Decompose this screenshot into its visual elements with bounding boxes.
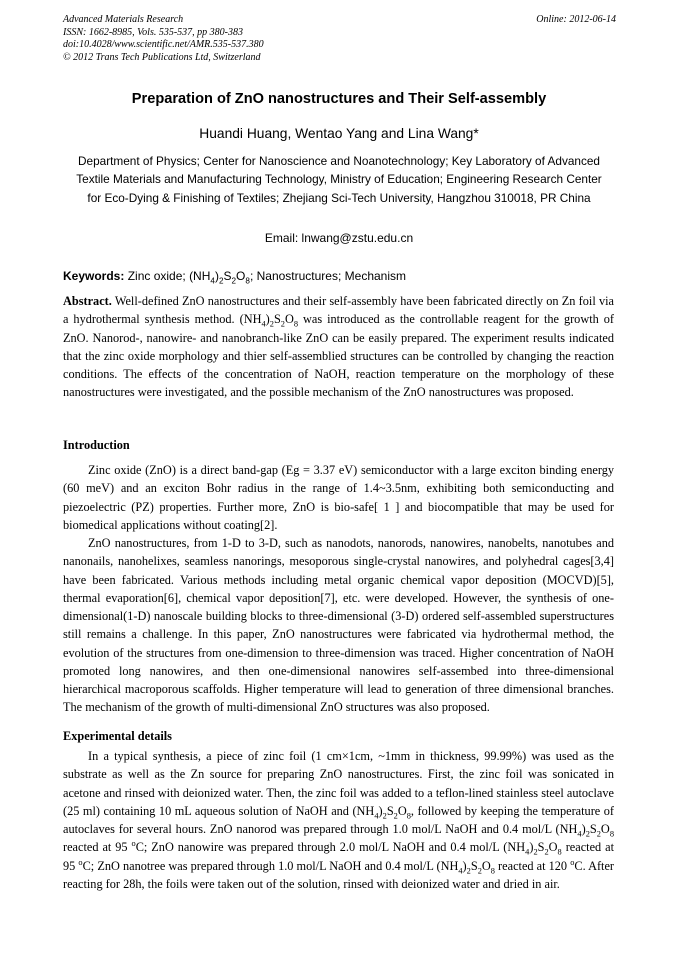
authors: Huandi Huang, Wentao Yang and Lina Wang* — [199, 126, 479, 141]
affiliation: Department of Physics; Center for Nanoscience and Noanotechnology; Key Laboratory of Advanced Textile Materials and Manufacturing Technology, Ministry of Education; Engineering Research Center for Eco-Dying & Finishing of Textiles; Zhejiang Sci-Tech University, Hangzhou 310018, PR China — [76, 154, 602, 205]
abstract: Abstract. Well-defined ZnO nanostructures and their self-assembly have been fabricated directly on Zn foil via a hydrothermal synthesis method. $(NH_4)_2S_2O_8$ was introduced as the controllable reagent for the growth of ZnO. Nanorod-, nanowire- and nanobranch-like ZnO can be easily prepared. The experiment results indicated that the zinc oxide morphology and thier self-assemblied structures can be controlled by changing the reaction conditions. The effects of the concentration of NaOH, reaction temperature on the morphology of these nanostructures were investigated, and the possible mechanism of the ZnO nanostructures was proposed. — [63, 294, 614, 400]
abstract-label: Abstract. — [63, 294, 112, 308]
section-heading-introduction: Introduction — [63, 438, 130, 452]
doi-line: doi:10.4028/www.scientific.net/AMR.535-537.380 — [63, 39, 264, 50]
online-date: Online: 2012-06-14 — [536, 14, 616, 25]
keywords: Keywords: Zinc oxide; $(NH_4)_2S_2O_8$; Nanostructures; Mechanism — [63, 269, 406, 286]
journal-name: Advanced Materials Research — [63, 14, 184, 25]
section-heading-experimental: Experimental details — [63, 729, 172, 743]
introduction-paragraph-1: Zinc oxide (ZnO) is a direct band-gap (Eg = 3.37 eV) semiconductor with a large exciton binding energy (60 meV) and an exciton Bohr radius in the range of 1.4~3.5nm, exhibiting both semiconducting and piezoelectric (PZ) properties. Further more, ZnO is bio-safe[ 1 ] and biocompatible that may be used for biomedical applications without coating[2]. — [63, 463, 614, 532]
paper-title: Preparation of ZnO nanostructures and Their Self-assembly — [131, 91, 547, 107]
journal-header — [63, 14, 264, 64]
email: Email: lnwang@zstu.edu.cn — [264, 231, 414, 245]
issn-line: ISSN: 1662-8985, Vols. 535-537, pp 380-383 — [63, 26, 243, 38]
copyright-line: © 2012 Trans Tech Publications Ltd, Switzerland — [63, 51, 261, 63]
experimental-paragraph: In a typical synthesis, a piece of zinc foil (1 cm×1cm, ~1mm in thickness, 99.99%) was used as the substrate as well as the Zn source for preparing ZnO nanostructures. First, the zinc foil was sonicated in acetone and rinsed with deionized water. Then, the zinc foil was added to a teflon-lined stainless steel autoclave (25 ml) containing 10 mL aqueous solution of NaOH and $(NH_4)_2S_2O_8$, followed by keeping the temperature of autoclaves for several hours. ZnO nanorod was prepared through 1.0 mol/L NaOH and 0.4 mol/L $(NH_4)_2S_2O_8$ reacted at 95 $^o$C; ZnO nanowire was prepared through 2.0 mol/L NaOH and 0.4 mol/L $(NH_4)_2S_2O_8$ reacted at 95 $^o$C; ZnO nanotree was prepared through 1.0 mol/L NaOH and 0.4 mol/L $(NH_4)_2S_2O_8$ reacted at 120 $^o$C. After reacting for 28h, the foils were taken out of the solution, rinsed with deionized water and dried in air. — [63, 749, 615, 891]
keywords-label: Keywords: — [63, 269, 125, 283]
introduction-paragraph-2: ZnO nanostructures, from 1-D to 3-D, such as nanodots, nanorods, nanowires, nanobelts, nanotubes and nanonails, nanohelixes, seamless nanorings, mesoporous single-crystal nanowires, and polyhedral cages[3,4] have been fabricated. Various methods including metal organic chemical vapor deposition (MOCVD)[5], thermal evaporation[6], chemical vapor deposition[7], etc. were developed. However, the synthesis of one-dimensional(1-D) nanoscale building blocks to three-dimensional (3-D) ordered self-assembled superstructures still remains a challenge. In this paper, ZnO nanostructures were fabricated via hydrothermal method, the evolution of the structures from one-dimension to three-dimension was traced. Higher concentration of NaOH promoted long nanowires, and then one-dimensional nanowires self-assembed into three-dimensional hierarchical macroporous scaffolds. Higher temperature will lead to generation of three dimensional branches. The mechanism of the growth of multi-dimensional ZnO structures was also proposed. — [63, 536, 614, 715]
